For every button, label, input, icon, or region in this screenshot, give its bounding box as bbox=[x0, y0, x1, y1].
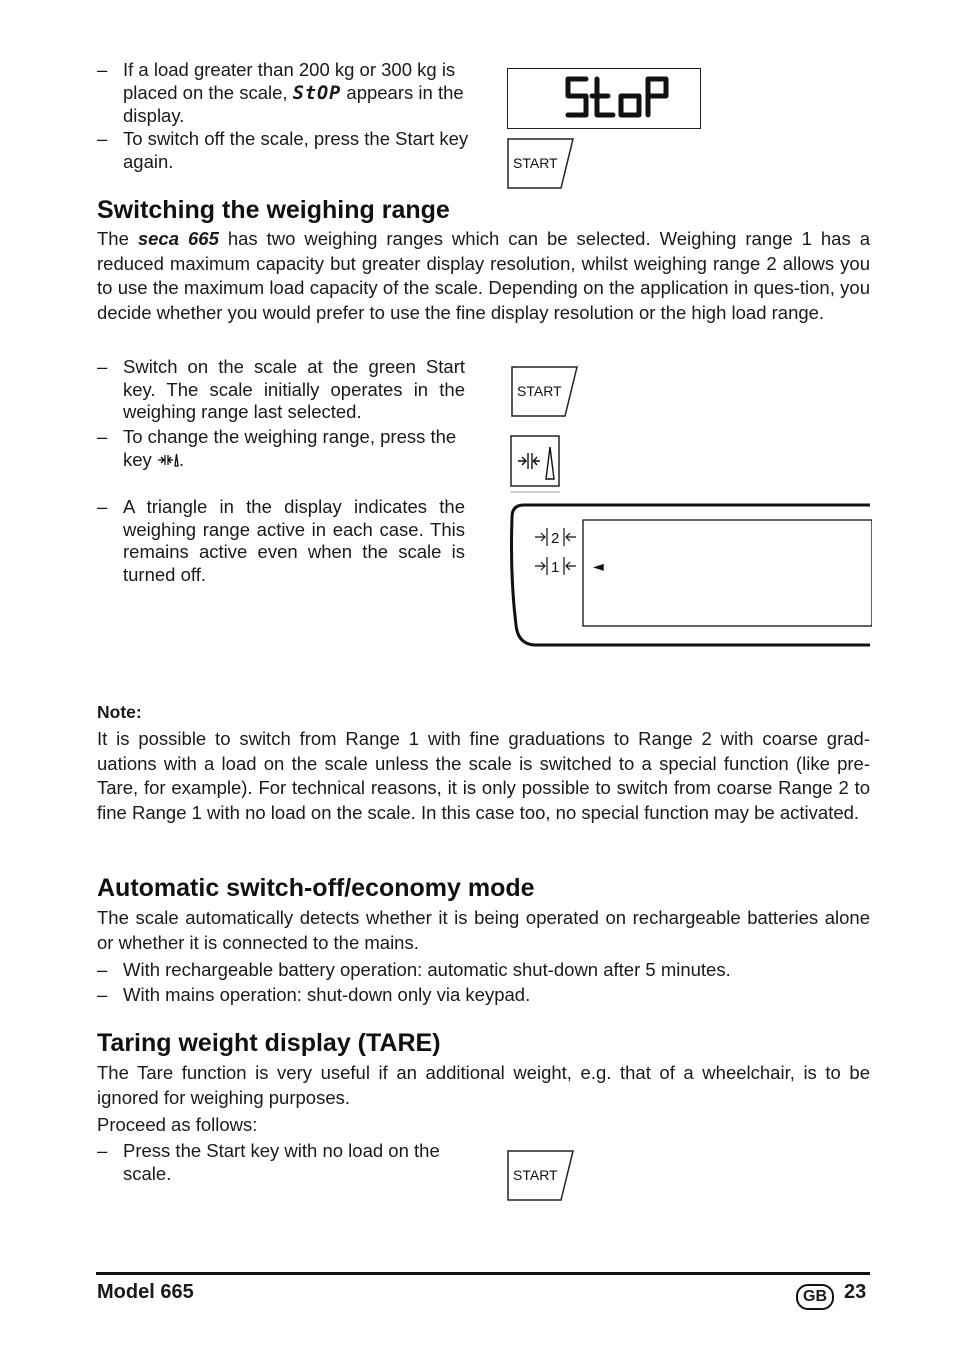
footer-rule bbox=[96, 1272, 870, 1275]
range-switch-icon bbox=[510, 435, 562, 495]
range-1-label: 1 bbox=[551, 559, 560, 576]
auto-item-2 bbox=[97, 984, 870, 1008]
region-badge: GB bbox=[796, 1284, 834, 1310]
stop-display-icon bbox=[508, 69, 700, 128]
start-key-label: START bbox=[513, 155, 558, 171]
range-switch-key bbox=[510, 435, 562, 495]
range-item-2 bbox=[97, 426, 469, 472]
range-indicator-display bbox=[510, 503, 872, 649]
footer-model: Model 665 bbox=[97, 1281, 194, 1303]
range-switch-icon bbox=[157, 452, 179, 468]
start-key-3 bbox=[507, 1150, 577, 1202]
dash-marker: – bbox=[97, 984, 108, 1005]
range-2-label: 2 bbox=[551, 530, 560, 547]
intro-item-1-text: If a load greater than 200 kg or 300 kg is placed on the scale, StOP appears in the display. bbox=[123, 59, 464, 126]
start-key-label: START bbox=[517, 383, 562, 399]
dash-marker: – bbox=[97, 356, 108, 377]
heading-switching-range: Switching the weighing range bbox=[97, 196, 450, 224]
tare-proceed: Proceed as follows: bbox=[97, 1114, 258, 1135]
intro-item-1 bbox=[97, 59, 469, 127]
dash-marker: – bbox=[97, 426, 108, 447]
dash-marker: – bbox=[97, 496, 108, 517]
start-key-icon bbox=[507, 138, 577, 190]
dash-marker: – bbox=[97, 959, 108, 980]
range-item-1 bbox=[97, 356, 469, 424]
range-item-3 bbox=[97, 496, 469, 588]
dash-marker: – bbox=[97, 1140, 108, 1161]
tare-paragraph: The Tare function is very useful if an additional weight, e.g. that of a wheelchair, is to be ignored for weighing purposes. bbox=[97, 1062, 870, 1108]
intro-item-2 bbox=[97, 128, 469, 174]
note-paragraph: It is possible to switch from Range 1 with fine graduations to Range 2 with coarse grad-uations with a load on the scale unless the scale is switched to a special function (like pre-Tare, for example). For technical reasons, it is only possible to switch from coarse Range 2 to fine Range 1 with no load on the scale. In this case too, no special function may be activated. bbox=[97, 728, 870, 823]
start-key-label: START bbox=[513, 1167, 558, 1183]
dash-marker: – bbox=[97, 59, 108, 80]
start-key-2 bbox=[511, 366, 581, 418]
dash-marker: – bbox=[97, 128, 108, 149]
display-frame bbox=[510, 503, 872, 649]
tare-item-1 bbox=[97, 1140, 469, 1186]
range-item-2-text: To change the weighing range, press the key . bbox=[123, 426, 457, 470]
start-key-icon bbox=[507, 1150, 577, 1202]
model-name: seca 665 bbox=[137, 228, 219, 249]
heading-auto-switch-off: Automatic switch-off/economy mode bbox=[97, 874, 535, 902]
tare-item-1-text: Press the Start key with no load on the scale. bbox=[123, 1140, 440, 1184]
intro-item-2-text: To switch off the scale, press the Start key again. bbox=[123, 128, 469, 172]
auto-item-2-text: With mains operation: shut-down only via keypad. bbox=[123, 984, 531, 1005]
stop-display-panel bbox=[507, 68, 701, 129]
note-label: Note: bbox=[97, 702, 142, 722]
auto-paragraph: The scale automatically detects whether it is being operated on rechargeable batteries alone or whether it is connected to the mains. bbox=[97, 907, 870, 953]
heading-taring: Taring weight display (TARE) bbox=[97, 1029, 441, 1057]
range-active-triangle: ◄ bbox=[593, 559, 604, 575]
range-item-1-text: Switch on the scale at the green Start key. The scale initially operates in the weighing range last selected. bbox=[123, 356, 465, 422]
page-number: 23 bbox=[844, 1281, 867, 1303]
range-intro-paragraph: The seca 665 has two weighing ranges which can be selected. Weighing range 1 has a reduced maximum capacity but greater display resolution, whilst weighing range 2 allows you to use the maximum load capacity of the scale. Depending on the application in ques-tion, you decide whether you would prefer to use the fine display resolution or the high load range. bbox=[97, 228, 870, 323]
range-item-3-text: A triangle in the display indicates the weighing range active in each case. This remains active even when the scale is turned off. bbox=[123, 496, 465, 585]
auto-item-1 bbox=[97, 959, 870, 983]
start-key-1 bbox=[507, 138, 577, 190]
inline-stop-display: StOP bbox=[292, 82, 342, 104]
start-key-icon bbox=[511, 366, 581, 418]
auto-item-1-text: With rechargeable battery operation: automatic shut-down after 5 minutes. bbox=[123, 959, 731, 980]
